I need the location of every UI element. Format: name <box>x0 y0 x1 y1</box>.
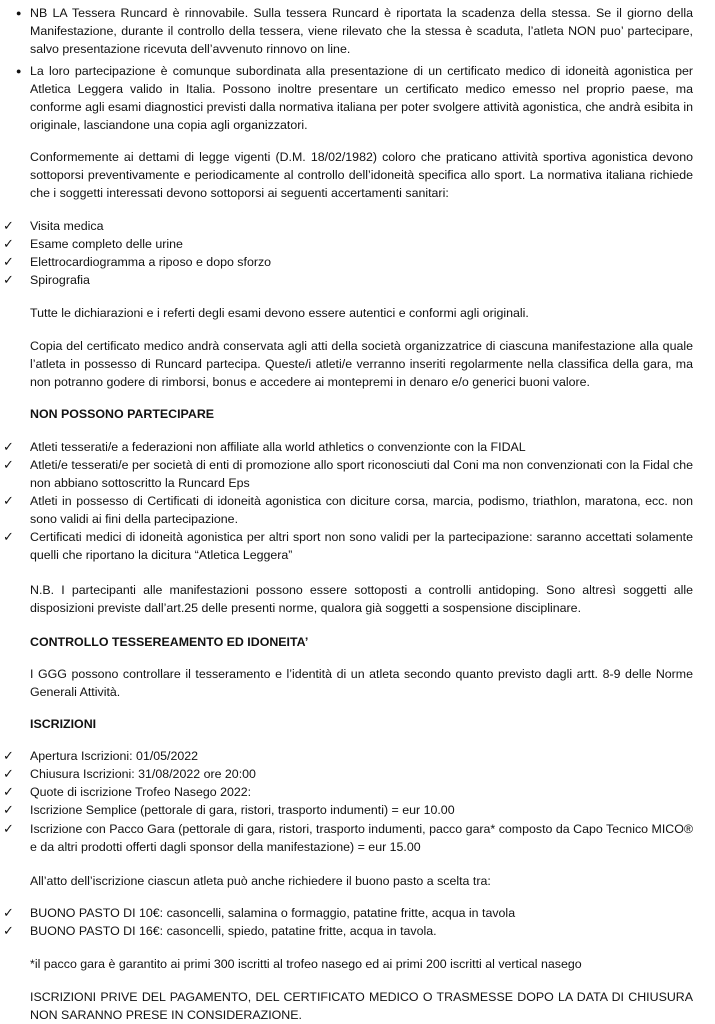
controllo-paragraph <box>30 665 693 701</box>
non-possono-text: Certificati medici di idoneità agonistica per altri sport non sono validi per la partecipazione: saranno accettati solamente quelli che riportano la dicitura “Atletica Leggera” <box>30 530 693 562</box>
intro-bullet-text: NB LA Tessera Runcard è rinnovabile. Sulla tessera Runcard è riportata la scadenza della stessa. Se il giorno della Manifestazione, durante il controllo della tessera, viene rilevato che la stessa è scaduta, l’atleta NON puo’ partecipare, salvo presentazione ricevuta dell’avvenuto rinnovo on line. <box>30 6 693 56</box>
exam-text: Visita medica <box>30 219 104 233</box>
bullet-icon: ● <box>16 66 22 76</box>
paragraph-text: Copia del certificato medico andrà conservata agli atti della società organizzatrice di ciascuna manifestazione alla quale l’atleta in possesso di Runcard partecipa. Queste/i atleti/e verranno inseriti regolarmente nella classifica della gara, ma non potranno godere di rimborsi, bonus e accedere ai montepremi in denaro e/o generici buoni valore. <box>30 339 693 389</box>
exam-item <box>3 253 693 271</box>
non-possono-item <box>3 438 693 456</box>
check-icon: ✓ <box>3 784 14 799</box>
check-icon: ✓ <box>3 439 14 454</box>
paragraph-text: All’atto dell’iscrizione ciascun atleta può anche richiedere il buono pasto a scelta tra: <box>30 874 491 888</box>
paragraph-text: Tutte le dichiarazioni e i referti degli esami devono essere autentici e conformi agli originali. <box>30 306 529 320</box>
paragraph-text: I GGG possono controllare il tesseramento e l’identità di un atleta secondo quanto previsto dagli artt. 8-9 delle Norme Generali Attività. <box>30 667 693 699</box>
non-possono-text: Atleti/e tesserati/e per società di enti di promozione allo sport riconosciuti dal Coni ma non convenzionati con la Fidal che non abbiano sottoscritto la Runcard Eps <box>30 458 693 490</box>
iscrizioni-item <box>3 801 693 819</box>
iscrizioni-item <box>3 765 693 783</box>
non-possono-item <box>3 456 693 492</box>
intro-bullet <box>16 62 693 134</box>
buono-item <box>3 904 693 922</box>
iscrizioni-text: Quote di iscrizione Trofeo Nasego 2022: <box>30 785 252 799</box>
paragraph-text: N.B. I partecipanti alle manifestazioni possono essere sottoposti a controlli antidoping. Sono altresì soggetti alle disposizioni previste dall’art.25 delle presenti norme, qualora già soggetti a sospensione disciplinare. <box>30 583 693 615</box>
check-icon: ✓ <box>3 802 14 817</box>
nb-doping-paragraph <box>30 581 693 617</box>
check-icon: ✓ <box>3 766 14 781</box>
non-possono-text: Atleti tesserati/e a federazioni non affiliate alla world athletics o convenzionte con la FIDAL <box>30 440 526 454</box>
non-possono-text: Atleti in possesso di Certificati di idoneità agonistica con diciture corsa, marcia, podismo, triathlon, maratona, ecc. non sono validi ai fini della partecipazione. <box>30 494 693 526</box>
check-icon: ✓ <box>3 748 14 763</box>
non-possono-item <box>3 492 693 528</box>
check-icon: ✓ <box>3 923 14 938</box>
exam-text: Elettrocardiogramma a riposo e dopo sforzo <box>30 255 272 269</box>
intro-bullet-text: La loro partecipazione è comunque subordinata alla presentazione di un certificato medico di idoneità agonistica per Atletica Leggera valido in Italia. Possono inoltre presentare un certificato medico emesso nel proprio paese, ma conforme agli esami diagnostici previsti dalla normativa italiana per poter svolgere attività agonistica, che andrà esibita in originale, lasciandone una copia agli organizzatori. <box>30 64 693 132</box>
tutte-paragraph <box>30 304 693 322</box>
exam-text: Esame completo delle urine <box>30 237 183 251</box>
check-icon: ✓ <box>3 236 14 251</box>
iscrizioni-text: Chiusura Iscrizioni: 31/08/2022 ore 20:00 <box>30 767 256 781</box>
non-possono-heading: NON POSSONO PARTECIPARE <box>30 407 215 421</box>
iscrizioni-text: Iscrizione Semplice (pettorale di gara, ristori, trasporto indumenti) = eur 10.00 <box>30 803 455 817</box>
paragraph-text: *il pacco gara è garantito ai primi 300 iscritti al trofeo nasego ed ai primi 200 iscritti al vertical nasego <box>30 957 582 971</box>
exam-item <box>3 217 693 235</box>
check-icon: ✓ <box>3 254 14 269</box>
buono-text: BUONO PASTO DI 16€: casoncelli, spiedo, patatine fritte, acqua in tavola. <box>30 924 437 938</box>
exam-item <box>3 271 693 289</box>
iscrizioni-item <box>3 747 693 765</box>
paragraph-text: Conformemente ai dettami di legge vigenti (D.M. 18/02/1982) coloro che praticano attività sportiva agonistica devono sottoporsi preventivamente e periodicamente al controllo dell’idoneità specifica allo sport. La normativa italiana richiede che i soggetti interessati devono sottoporsi ai seguenti accertamenti sanitari: <box>30 150 693 200</box>
check-icon: ✓ <box>3 218 14 233</box>
check-icon: ✓ <box>3 905 14 920</box>
check-icon: ✓ <box>3 272 14 287</box>
iscrizioni-heading: ISCRIZIONI <box>30 717 97 731</box>
check-icon: ✓ <box>3 457 14 472</box>
iscrizioni-item <box>3 783 693 801</box>
buono-item <box>3 922 693 940</box>
controllo-heading: CONTROLLO TESSEREAMENTO ED IDONEITA’ <box>30 635 309 649</box>
iscrizioni-text: Apertura Iscrizioni: 01/05/2022 <box>30 749 199 763</box>
conformemente-paragraph <box>30 148 693 202</box>
check-icon: ✓ <box>3 821 14 836</box>
iscrizioni-item <box>3 820 693 856</box>
exam-item <box>3 235 693 253</box>
bullet-icon: ● <box>16 8 22 18</box>
exam-text: Spirografia <box>30 273 90 287</box>
check-icon: ✓ <box>3 529 14 544</box>
check-icon: ✓ <box>3 493 14 508</box>
non-possono-item <box>3 528 693 564</box>
final-notice <box>30 988 693 1024</box>
iscrizioni-text: Iscrizione con Pacco Gara (pettorale di gara, ristori, trasporto indumenti, pacco gara* composto da Capo Tecnico MICO® e da altri prodotti offerti dagli sponsor della manifestazione) = eur 15.00 <box>30 822 693 854</box>
pacco-note <box>30 955 693 973</box>
intro-bullet <box>16 4 693 58</box>
buono-text: BUONO PASTO DI 10€: casoncelli, salamina o formaggio, patatine fritte, acqua in tavola <box>30 906 516 920</box>
copia-paragraph <box>30 337 693 391</box>
buono-intro-paragraph <box>30 872 693 890</box>
paragraph-text: ISCRIZIONI PRIVE DEL PAGAMENTO, DEL CERTIFICATO MEDICO O TRASMESSE DOPO LA DATA DI CHIUSURA NON SARANNO PRESE IN CONSIDERAZIONE. <box>30 990 693 1022</box>
